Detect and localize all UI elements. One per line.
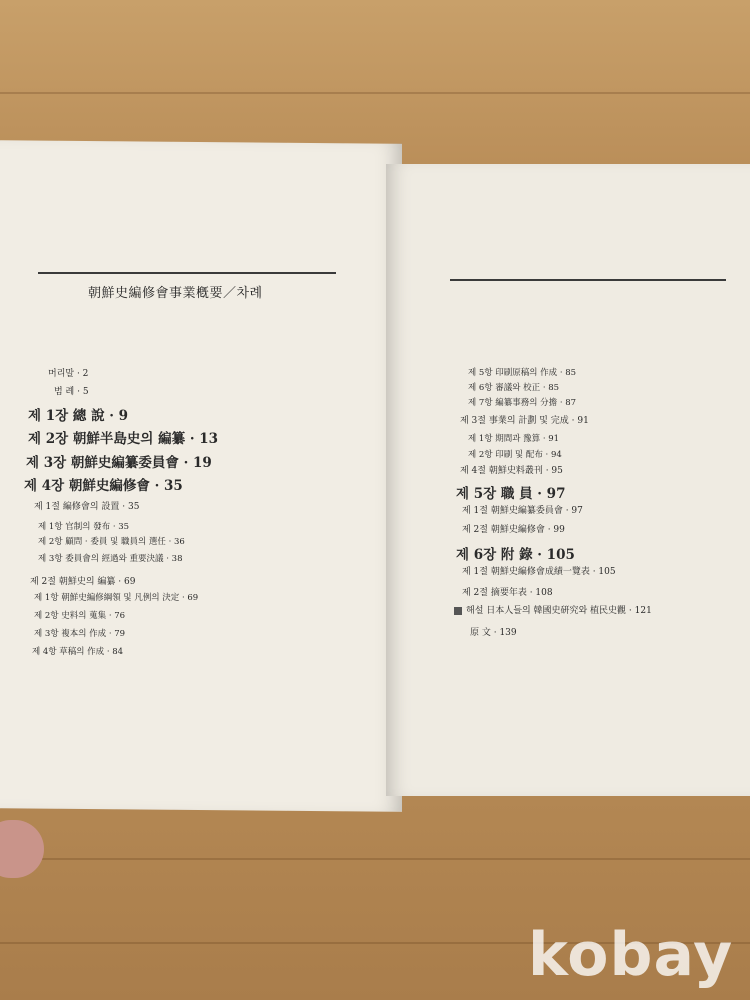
toc-entry: 제 1절 朝鮮史編纂委員會 · 97: [462, 506, 583, 516]
toc-entry: 범 례 · 5: [54, 387, 89, 397]
toc-entry: 제 2절 摘要年表 · 108: [462, 588, 553, 598]
toc-entry: 제 5항 印刷原稿의 作成 · 85: [468, 368, 577, 378]
toc-entry: 제 2절 朝鮮史編修會 · 99: [462, 525, 565, 535]
toc-entry: 제 1항 朝鮮史編修綱領 및 凡例의 決定 · 69: [34, 593, 199, 603]
thumb: [0, 820, 44, 878]
toc-entry: 제 2항 顧問 · 委員 및 職員의 選任 · 36: [38, 537, 185, 547]
toc-entry: 제 7항 編纂事務의 分擔 · 87: [468, 398, 577, 408]
square-bullet-icon: [454, 607, 462, 615]
toc-entry: 原 文 · 139: [470, 628, 517, 638]
toc-entry: 제 4항 草稿의 作成 · 84: [32, 647, 124, 657]
wood-grain-line: [0, 858, 750, 860]
right-header-rule: [450, 279, 726, 281]
toc-entry: 제 3항 複本의 作成 · 79: [34, 629, 126, 639]
toc-entry: 제 6항 審議와 校正 · 85: [468, 383, 560, 393]
page-title: 朝鮮史編修會事業槪要／차례: [88, 286, 263, 301]
toc-entry-label: 해설 日本人들의 韓國史硏究와 植民史觀 · 121: [466, 606, 652, 616]
toc-entry: 제 1장 總 說 · 9: [28, 408, 129, 424]
toc-entry: 제 3장 朝鮮史編纂委員會 · 19: [26, 455, 212, 471]
toc-entry: 제 4장 朝鮮史編修會 · 35: [24, 478, 183, 494]
toc-entry: 제 1항 期間과 豫算 · 91: [468, 434, 560, 444]
toc-entry: 제 6장 附 錄 · 105: [456, 547, 575, 563]
toc-entry: 머리말 · 2: [48, 369, 89, 379]
wood-grain-line: [0, 92, 750, 94]
left-header-rule: [38, 272, 336, 274]
toc-entry: 제 4절 朝鮮史料叢刊 · 95: [460, 466, 563, 476]
toc-entry: 제 3절 事業의 計劃 및 完成 · 91: [460, 416, 589, 426]
toc-entry: 제 2장 朝鮮半島史의 編纂 · 13: [28, 431, 219, 447]
toc-entry: 제 2절 朝鮮史의 編纂 · 69: [30, 577, 136, 587]
right-page: [386, 164, 750, 796]
toc-entry: 제 2항 印刷 및 配布 · 94: [468, 450, 562, 460]
toc-entry: 제 1절 朝鮮史編修會成績一覽表 · 105: [462, 567, 616, 577]
toc-entry: 제 5장 職 員 · 97: [456, 486, 566, 502]
toc-entry: 제 1절 編修會의 設置 · 35: [34, 502, 140, 512]
toc-entry: [454, 603, 652, 616]
toc-entry: 제 2항 史料의 蒐集 · 76: [34, 611, 126, 621]
toc-entry: 제 3항 委員會의 經過와 重要決議 · 38: [38, 554, 183, 564]
toc-entry: 제 1항 官制의 發布 · 35: [38, 522, 130, 532]
watermark-logo: kobay: [528, 920, 734, 990]
